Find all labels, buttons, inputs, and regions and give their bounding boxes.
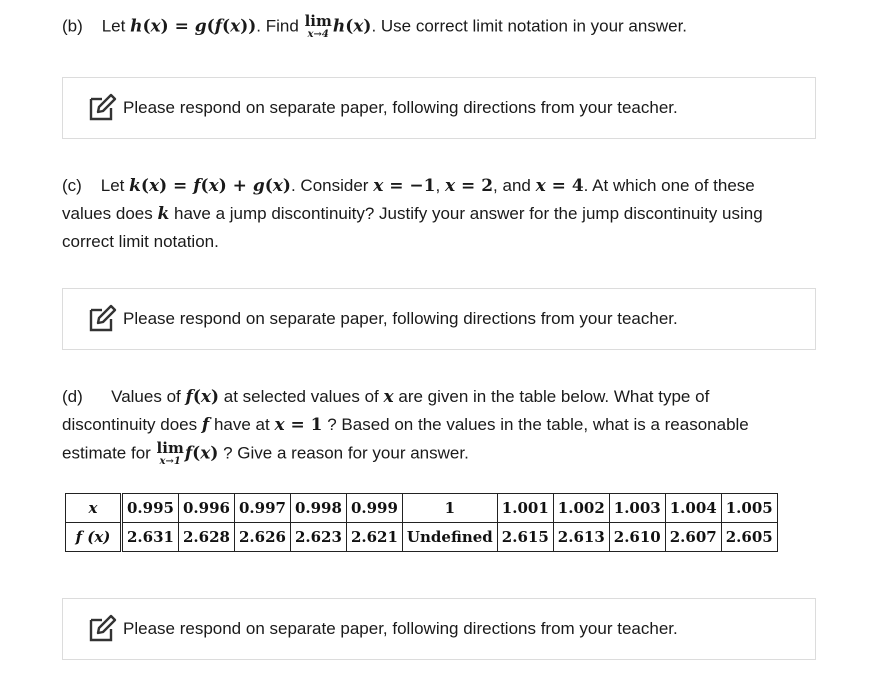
part-d-line2-mid: have at <box>213 415 270 434</box>
limit-notation <box>305 14 332 40</box>
part-d-line1-mid: at selected values of <box>223 387 379 406</box>
fn-f: f <box>185 387 193 407</box>
response-instruction: Please respond on separate paper, following directions from your teacher. <box>123 619 678 638</box>
table-cell: 2.631 <box>122 523 179 552</box>
fn-f: f <box>214 16 223 37</box>
part-c-q1: . At which one of these <box>583 176 755 195</box>
var-x: x <box>274 415 285 435</box>
limit-notation <box>157 441 184 467</box>
fn-k: k <box>129 176 141 196</box>
table-cell: 1.001 <box>497 494 553 523</box>
fn-k: k <box>157 204 170 224</box>
table-cell: 1.003 <box>609 494 665 523</box>
table-cell: 0.999 <box>346 494 402 523</box>
var-x: x <box>535 176 546 196</box>
part-d-line2: discontinuity does f have at x = 1 ? Based on the values in the table, what is a reasonable <box>62 415 749 435</box>
table-cell: 2.613 <box>553 523 609 552</box>
part-c-line2 <box>62 204 763 224</box>
part-c-consider: . Consider <box>290 176 369 195</box>
part-d-line2-pre: discontinuity does <box>62 415 198 434</box>
part-c-line2-pre: values does <box>62 204 153 223</box>
fn-f: f <box>184 443 193 464</box>
pencil-square-icon <box>87 93 117 123</box>
lim-sub: x→1 <box>159 456 181 467</box>
fn-g: g <box>194 16 207 37</box>
table-row-f <box>66 523 778 552</box>
var-x: x <box>272 176 283 196</box>
table-cell: 2.607 <box>665 523 721 552</box>
part-c-lead: Let <box>100 176 125 195</box>
var-x: x <box>150 16 161 37</box>
var-x: x <box>383 387 394 407</box>
part-d-line1-pre: Values of <box>111 387 181 406</box>
part-d-line2-post: ? Based on the values in the table, what is a reasonable <box>327 415 749 434</box>
fn-f: f <box>193 176 201 196</box>
lim-sub: x→4 <box>307 29 329 40</box>
table-cell: 1.005 <box>721 494 777 523</box>
part-b-lead: Let <box>101 16 126 36</box>
pencil-square-icon <box>87 304 117 334</box>
fn-h: h <box>130 16 143 37</box>
response-instruction: Please respond on separate paper, following directions from your teacher. <box>123 309 678 328</box>
fn-f: f <box>201 415 210 435</box>
table-cell: 2.605 <box>721 523 777 552</box>
var-x: x <box>200 443 211 464</box>
var-x: x <box>353 16 364 37</box>
lim-word: lim <box>156 439 184 457</box>
table-cell: Undefined <box>402 523 497 552</box>
value-2: 2 <box>481 176 494 196</box>
table-cell: 1 <box>402 494 497 523</box>
pencil-square-icon <box>87 614 117 644</box>
var-x: x <box>200 387 211 407</box>
table-cell: 2.610 <box>609 523 665 552</box>
response-box-c[interactable] <box>62 288 816 350</box>
var-x: x <box>444 176 456 196</box>
table-cell: 2.621 <box>346 523 402 552</box>
part-d-line3: estimate for lim x→1 f(x) ? Give a reason for your answer. <box>62 439 469 467</box>
part-d-line1-post: are given in the table below. What type of <box>398 387 710 406</box>
table-cell: 0.996 <box>178 494 234 523</box>
table-cell: 0.995 <box>122 494 179 523</box>
table-cell: 2.628 <box>178 523 234 552</box>
var-x: x <box>208 176 219 196</box>
value-3: 4 <box>571 176 584 196</box>
value-one: 1 <box>310 415 323 435</box>
table-cell: 1.002 <box>553 494 609 523</box>
part-d-line1: (d) Values of f(x) at selected values of x are given in the table below. What type of <box>62 387 710 407</box>
response-instruction: Please respond on separate paper, following directions from your teacher. <box>123 98 678 117</box>
response-box-d[interactable] <box>62 598 816 660</box>
lim-word: lim <box>304 12 332 30</box>
part-d-line3-post: ? Give a reason for your answer. <box>223 443 469 463</box>
table-cell: 0.997 <box>234 494 290 523</box>
table-cell: 2.623 <box>290 523 346 552</box>
part-d-label: (d) <box>62 387 83 406</box>
values-table <box>65 493 778 552</box>
table-cell: 2.615 <box>497 523 553 552</box>
table-cell: 2.626 <box>234 523 290 552</box>
value-1: −1 <box>409 176 436 196</box>
fn-g: g <box>252 176 265 196</box>
part-c-line2-post: have a jump discontinuity? Justify your answer for the jump discontinuity using <box>173 204 763 223</box>
var-x: x <box>373 176 384 196</box>
and-word: and <box>502 176 531 195</box>
part-c-line3-text: correct limit notation. <box>62 232 219 251</box>
fn-h: h <box>332 16 346 37</box>
table-cell: 1.004 <box>665 494 721 523</box>
row-header-f: f (x) <box>66 523 122 552</box>
part-c-line1: (c) Let k(x) = f(x) + g(x). Consider x = −1, x = 2, and x = 4. At which one of these <box>62 176 755 196</box>
row-header-x: x <box>66 494 122 523</box>
part-b-find: . Find <box>256 16 299 36</box>
part-c-label: (c) <box>62 176 82 195</box>
part-b-label: (b) <box>62 16 83 36</box>
var-x: x <box>230 16 241 37</box>
part-d-line3-pre: estimate for <box>62 443 151 463</box>
response-box-b[interactable] <box>62 77 816 139</box>
part-c-line3 <box>62 232 219 252</box>
table-row-x <box>66 494 778 523</box>
part-b-question: (b) Let h(x) = g(f(x)). Find lim x→4 h(x). Use correct limit notation in your answer. <box>62 12 688 40</box>
var-x: x <box>148 176 160 196</box>
table-cell: 0.998 <box>290 494 346 523</box>
part-b-tail: . Use correct limit notation in your answer. <box>371 16 688 36</box>
